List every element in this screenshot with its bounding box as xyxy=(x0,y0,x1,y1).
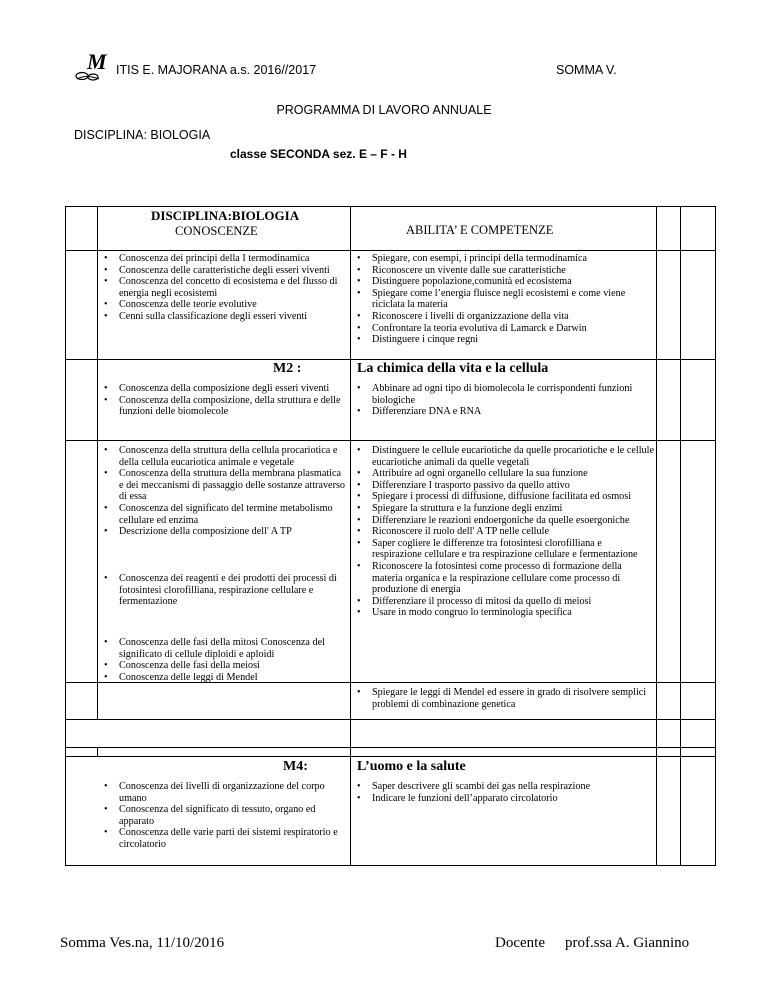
skills-heading: ABILITA’ E COMPETENZE xyxy=(406,223,554,237)
list-item: • Spiegare la struttura e la funzione degli enzimi xyxy=(351,503,654,515)
list-item: • Descrizione della composizione dell' A TP xyxy=(98,526,348,538)
school-logo xyxy=(74,52,110,84)
list-item: • Differenziare DNA e RNA xyxy=(351,406,654,418)
list-item: • Conoscenza delle varie parti dei sistemi respiratorio e circolatorio xyxy=(98,827,348,850)
list-item: • Riconoscere la fotosintesi come processo di formazione della materia organica e la respirazione cellulare come processo di produzione di energia xyxy=(351,561,654,596)
m2-title: La chimica della vita e la cellula xyxy=(357,361,549,376)
list-item: • Conoscenza della struttura della cellula procariotica e della cellula eucariotica animale e vegetale xyxy=(98,445,348,468)
discipline-label: DISCIPLINA: BIOLOGIA xyxy=(74,128,211,142)
list-item: • Spiegare le leggi di Mendel ed essere in grado di risolvere semplici problemi di combinazione genetica xyxy=(351,687,654,710)
list-item: • Conoscenza delle fasi della mitosi Conoscenza del significato di cellule diploidi e aploidi xyxy=(98,637,348,660)
m3-knowledge-list-c xyxy=(98,637,348,683)
m4-knowledge-list xyxy=(98,781,348,851)
list-item: • Riconoscere un vivente dalle sue caratteristiche xyxy=(351,265,654,277)
teacher-role: Docente xyxy=(495,935,545,951)
list-item: • Abbinare ad ogni tipo di biomolecola le corrispondenti funzioni biologiche xyxy=(351,383,654,406)
list-item: • Conoscenza del significato di tessuto, organo ed apparato xyxy=(98,804,348,827)
school-name: ITIS E. MAJORANA a.s. 2016//2017 xyxy=(116,63,317,77)
svg-text:M: M xyxy=(87,52,107,74)
list-item: • Conoscenza delle caratteristiche degli esseri viventi xyxy=(98,265,348,277)
knowledge-heading: CONOSCENZE xyxy=(175,224,258,238)
m3-skills-list xyxy=(351,445,654,619)
list-item: • Conoscenza dei livelli di organizzazione del corpo umano xyxy=(98,781,348,804)
list-item: • Conoscenza del significato del termine metabolismo cellulare ed enzima xyxy=(98,503,348,526)
list-item: • Differenziare I trasporto passivo da quello attivo xyxy=(351,480,654,492)
list-item: • Distinguere popolazione,comunità ed ecosistema xyxy=(351,276,654,288)
list-item: • Spiegare come l’energia fluisce negli ecosistemi e come viene riciclata la materia xyxy=(351,288,654,311)
m2-knowledge-list xyxy=(98,383,348,418)
list-item: • Conoscenza della struttura della membrana plasmatica e dei meccanismi di passaggio delle sostanze attraverso di essa xyxy=(98,468,348,503)
list-item: • Cenni sulla classificazione degli esseri viventi xyxy=(98,311,348,323)
list-item: • Attribuire ad ogni organello cellulare la sua funzione xyxy=(351,468,654,480)
m1-knowledge-list xyxy=(98,253,348,323)
list-item: • Conoscenza del concetto di ecosistema e del flusso di energia negli ecosistemi xyxy=(98,276,348,299)
list-item: • Differenziare il processo di mitosi da quello di meiosi xyxy=(351,596,654,608)
list-item: • Distinguere le cellule eucariotiche da quelle procariotiche e le cellule eucariotiche animali da quelle vegetali xyxy=(351,445,654,468)
list-item: • Usare in modo congruo lo terminologia specifica xyxy=(351,607,654,619)
list-item: • Confrontare la teoria evolutiva di Lamarck e Darwin xyxy=(351,323,654,335)
teacher-name: prof.ssa A. Giannino xyxy=(565,935,690,951)
list-item: • Saper cogliere le differenze tra fotosintesi clorofilliana e respirazione cellulare e tra respirazione cellulare e fermentazione xyxy=(351,538,654,561)
m2-skills-list xyxy=(351,383,654,418)
mendel-skills-list xyxy=(351,687,654,710)
school-location: SOMMA V. xyxy=(556,63,617,77)
list-item: • Conoscenza della composizione, della struttura e delle funzioni delle biomolecole xyxy=(98,395,348,418)
list-item: • Distinguere i cinque regni xyxy=(351,334,654,346)
list-item: • Spiegare, con esempi, i principi della termodinamica xyxy=(351,253,654,265)
list-item: • Conoscenza della composizione degli esseri viventi xyxy=(98,383,348,395)
m3-knowledge-list-b xyxy=(98,573,348,608)
class-label: classe SECONDA sez. E – F - H xyxy=(230,147,407,161)
list-item: • Conoscenza dei principi della I termodinamica xyxy=(98,253,348,265)
m4-title: L’uomo e la salute xyxy=(357,759,466,774)
program-table xyxy=(65,206,716,866)
m3-knowledge-list-a xyxy=(98,445,348,538)
m2-label: M2 : xyxy=(273,361,302,376)
list-item: • Spiegare i processi di diffusione, diffusione facilitata ed osmosi xyxy=(351,491,654,503)
list-item: • Differenziare le reazioni endoergoniche da quelle esoergoniche xyxy=(351,515,654,527)
list-item: • Indicare le funzioni dell’apparato circolatorio xyxy=(351,793,654,805)
table-discipline-heading: DISCIPLINA:BIOLOGIA xyxy=(151,208,300,223)
m4-skills-list xyxy=(351,781,654,804)
m4-label: M4: xyxy=(283,759,308,774)
list-item: • Riconoscere il ruolo dell' A TP nelle cellule xyxy=(351,526,654,538)
list-item: • Conoscenza delle teorie evolutive xyxy=(98,299,348,311)
list-item: • Conoscenza dei reagenti e dei prodotti dei processi di fotosintesi clorofilliana, respirazione cellulare e fermentazione xyxy=(98,573,348,608)
list-item: • Conoscenza delle fasi della meiosi xyxy=(98,660,348,672)
list-item: • Conoscenza delle leggi di Mendel xyxy=(98,672,348,684)
program-title: PROGRAMMA DI LAVORO ANNUALE xyxy=(276,103,492,117)
place-date: Somma Ves.na, 11/10/2016 xyxy=(60,935,225,951)
list-item: • Riconoscere i livelli di organizzazione della vita xyxy=(351,311,654,323)
m1-skills-list xyxy=(351,253,654,346)
list-item: • Saper descrivere gli scambi dei gas nella respirazione xyxy=(351,781,654,793)
